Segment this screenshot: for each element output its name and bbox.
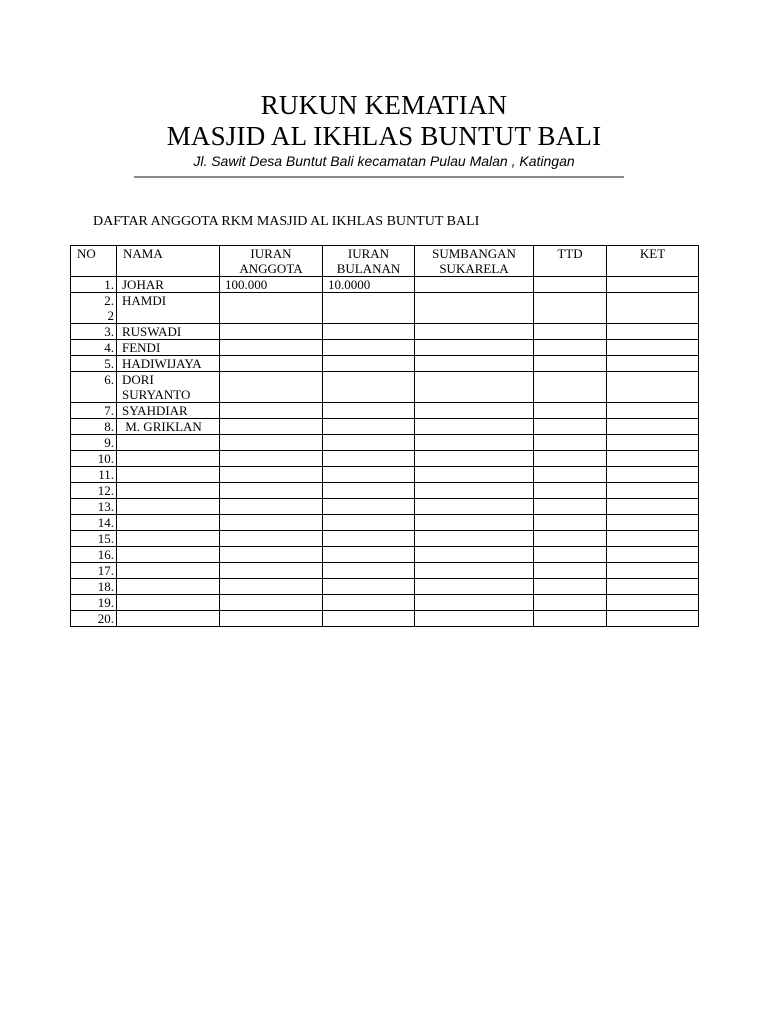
cell-ttd: [534, 499, 607, 515]
cell-iuran-anggota: [220, 499, 323, 515]
cell-iuran-bulanan: [323, 293, 415, 324]
cell-iuran-bulanan: [323, 579, 415, 595]
cell-ttd: [534, 435, 607, 451]
cell-iuran-anggota: [220, 467, 323, 483]
cell-ket: [607, 499, 699, 515]
table-body: [71, 277, 699, 627]
cell-ttd: [534, 579, 607, 595]
cell-nama: RUSWADI: [117, 324, 220, 340]
cell-ket: [607, 419, 699, 435]
table-row: [71, 611, 699, 627]
cell-iuran-anggota: [220, 435, 323, 451]
cell-nama: [117, 563, 220, 579]
cell-iuran-anggota: [220, 419, 323, 435]
cell-no: 13.: [71, 499, 117, 515]
cell-no: 11.: [71, 467, 117, 483]
cell-nama: [117, 435, 220, 451]
cell-no: 4.: [71, 340, 117, 356]
cell-iuran-anggota: [220, 547, 323, 563]
table-row: [71, 595, 699, 611]
cell-iuran-bulanan: [323, 419, 415, 435]
cell-sumbangan: [415, 483, 534, 499]
cell-iuran-anggota: [220, 563, 323, 579]
cell-ttd: [534, 611, 607, 627]
cell-no: 10.: [71, 451, 117, 467]
cell-iuran-bulanan: [323, 563, 415, 579]
cell-ttd: [534, 419, 607, 435]
cell-ket: [607, 531, 699, 547]
cell-ket: [607, 579, 699, 595]
header-divider: [134, 176, 624, 178]
cell-iuran-anggota: [220, 611, 323, 627]
cell-sumbangan: [415, 324, 534, 340]
cell-ket: [607, 372, 699, 403]
cell-sumbangan: [415, 563, 534, 579]
cell-no: 2. 2: [71, 293, 117, 324]
cell-sumbangan: [415, 293, 534, 324]
member-list-title: DAFTAR ANGGOTA RKM MASJID AL IKHLAS BUNTUT BALI: [93, 214, 480, 229]
table-row: [71, 324, 699, 340]
cell-sumbangan: [415, 340, 534, 356]
cell-sumbangan: [415, 435, 534, 451]
cell-iuran-anggota: 100.000: [220, 277, 323, 293]
cell-nama: HADIWIJAYA: [117, 356, 220, 372]
table-row: [71, 293, 699, 324]
cell-ttd: [534, 403, 607, 419]
cell-nama: [117, 611, 220, 627]
cell-ket: [607, 403, 699, 419]
cell-nama: HAMDI: [117, 293, 220, 324]
col-header-nama: NAMA: [117, 246, 220, 277]
cell-nama: [117, 531, 220, 547]
cell-ttd: [534, 340, 607, 356]
cell-ttd: [534, 531, 607, 547]
cell-iuran-anggota: [220, 372, 323, 403]
cell-iuran-anggota: [220, 515, 323, 531]
table-row: [71, 435, 699, 451]
cell-iuran-anggota: [220, 451, 323, 467]
cell-no: 9.: [71, 435, 117, 451]
col-header-ket: KET: [607, 246, 699, 277]
cell-nama: [117, 499, 220, 515]
cell-no: 15.: [71, 531, 117, 547]
cell-ttd: [534, 515, 607, 531]
cell-ket: [607, 483, 699, 499]
cell-nama: JOHAR: [117, 277, 220, 293]
address-line: Jl. Sawit Desa Buntut Bali kecamatan Pulau Malan , Katingan: [193, 153, 575, 169]
cell-sumbangan: [415, 547, 534, 563]
cell-iuran-bulanan: [323, 547, 415, 563]
cell-no: 7.: [71, 403, 117, 419]
cell-iuran-bulanan: [323, 324, 415, 340]
table-row: [71, 467, 699, 483]
cell-sumbangan: [415, 499, 534, 515]
cell-iuran-anggota: [220, 595, 323, 611]
table-row: [71, 277, 699, 293]
cell-no: 12.: [71, 483, 117, 499]
cell-ket: [607, 356, 699, 372]
cell-nama: [117, 579, 220, 595]
cell-iuran-bulanan: [323, 467, 415, 483]
cell-sumbangan: [415, 467, 534, 483]
cell-no: 19.: [71, 595, 117, 611]
cell-ket: [607, 277, 699, 293]
cell-nama: [117, 467, 220, 483]
cell-iuran-bulanan: [323, 611, 415, 627]
cell-nama: [117, 483, 220, 499]
cell-iuran-anggota: [220, 340, 323, 356]
table-row: [71, 340, 699, 356]
col-header-iuran-bulanan: IURAN BULANAN: [323, 246, 415, 277]
cell-sumbangan: [415, 531, 534, 547]
cell-iuran-anggota: [220, 531, 323, 547]
table-row: [71, 531, 699, 547]
table-row: [71, 403, 699, 419]
cell-ttd: [534, 483, 607, 499]
cell-nama: [117, 515, 220, 531]
cell-iuran-bulanan: [323, 340, 415, 356]
table-row: [71, 499, 699, 515]
cell-iuran-bulanan: [323, 515, 415, 531]
cell-iuran-bulanan: [323, 435, 415, 451]
cell-no: 17.: [71, 563, 117, 579]
cell-iuran-bulanan: 10.0000: [323, 277, 415, 293]
table-row: [71, 515, 699, 531]
cell-nama: [117, 595, 220, 611]
cell-ket: [607, 563, 699, 579]
cell-no: 16.: [71, 547, 117, 563]
cell-ttd: [534, 356, 607, 372]
cell-no: 5.: [71, 356, 117, 372]
cell-no: 18.: [71, 579, 117, 595]
cell-ket: [607, 515, 699, 531]
cell-iuran-bulanan: [323, 372, 415, 403]
cell-nama: [117, 451, 220, 467]
cell-iuran-bulanan: [323, 403, 415, 419]
document-title: RUKUN KEMATIAN: [260, 90, 508, 120]
cell-no: 1.: [71, 277, 117, 293]
cell-no: 6.: [71, 372, 117, 403]
cell-ket: [607, 435, 699, 451]
cell-sumbangan: [415, 451, 534, 467]
cell-ket: [607, 547, 699, 563]
cell-no: 8.: [71, 419, 117, 435]
cell-iuran-anggota: [220, 356, 323, 372]
cell-ttd: [534, 547, 607, 563]
cell-iuran-anggota: [220, 403, 323, 419]
cell-ttd: [534, 451, 607, 467]
cell-ttd: [534, 595, 607, 611]
cell-iuran-anggota: [220, 324, 323, 340]
cell-iuran-anggota: [220, 579, 323, 595]
table-row: [71, 356, 699, 372]
table-header-row: [71, 246, 699, 277]
cell-ttd: [534, 324, 607, 340]
table-row: [71, 547, 699, 563]
table-row: [71, 579, 699, 595]
cell-ket: [607, 293, 699, 324]
table-row: [71, 372, 699, 403]
cell-ttd: [534, 563, 607, 579]
cell-iuran-bulanan: [323, 531, 415, 547]
cell-sumbangan: [415, 515, 534, 531]
cell-ttd: [534, 467, 607, 483]
cell-sumbangan: [415, 356, 534, 372]
cell-nama: [117, 547, 220, 563]
cell-sumbangan: [415, 419, 534, 435]
cell-iuran-bulanan: [323, 595, 415, 611]
cell-sumbangan: [415, 372, 534, 403]
cell-no: 20.: [71, 611, 117, 627]
cell-nama: M. GRIKLAN: [117, 419, 220, 435]
cell-sumbangan: [415, 277, 534, 293]
cell-sumbangan: [415, 611, 534, 627]
cell-nama: SYAHDIAR: [117, 403, 220, 419]
cell-no: 14.: [71, 515, 117, 531]
cell-sumbangan: [415, 595, 534, 611]
cell-iuran-bulanan: [323, 451, 415, 467]
col-header-ttd: TTD: [534, 246, 607, 277]
table-row: [71, 483, 699, 499]
member-table: [70, 245, 699, 627]
cell-ttd: [534, 277, 607, 293]
cell-ket: [607, 451, 699, 467]
table-row: [71, 451, 699, 467]
cell-no: 3.: [71, 324, 117, 340]
cell-ket: [607, 340, 699, 356]
cell-nama: DORI SURYANTO: [117, 372, 220, 403]
cell-nama: FENDI: [117, 340, 220, 356]
cell-ket: [607, 611, 699, 627]
cell-ttd: [534, 293, 607, 324]
cell-ket: [607, 467, 699, 483]
col-header-sumbangan: SUMBANGAN SUKARELA: [415, 246, 534, 277]
cell-ket: [607, 324, 699, 340]
col-header-iuran-anggota: IURAN ANGGOTA: [220, 246, 323, 277]
cell-iuran-bulanan: [323, 499, 415, 515]
cell-sumbangan: [415, 579, 534, 595]
cell-iuran-anggota: [220, 293, 323, 324]
cell-iuran-anggota: [220, 483, 323, 499]
col-header-no: NO: [71, 246, 117, 277]
document-subtitle: MASJID AL IKHLAS BUNTUT BALI: [166, 121, 602, 151]
table-row: [71, 419, 699, 435]
cell-ket: [607, 595, 699, 611]
cell-iuran-bulanan: [323, 483, 415, 499]
cell-sumbangan: [415, 403, 534, 419]
cell-ttd: [534, 372, 607, 403]
cell-iuran-bulanan: [323, 356, 415, 372]
table-row: [71, 563, 699, 579]
